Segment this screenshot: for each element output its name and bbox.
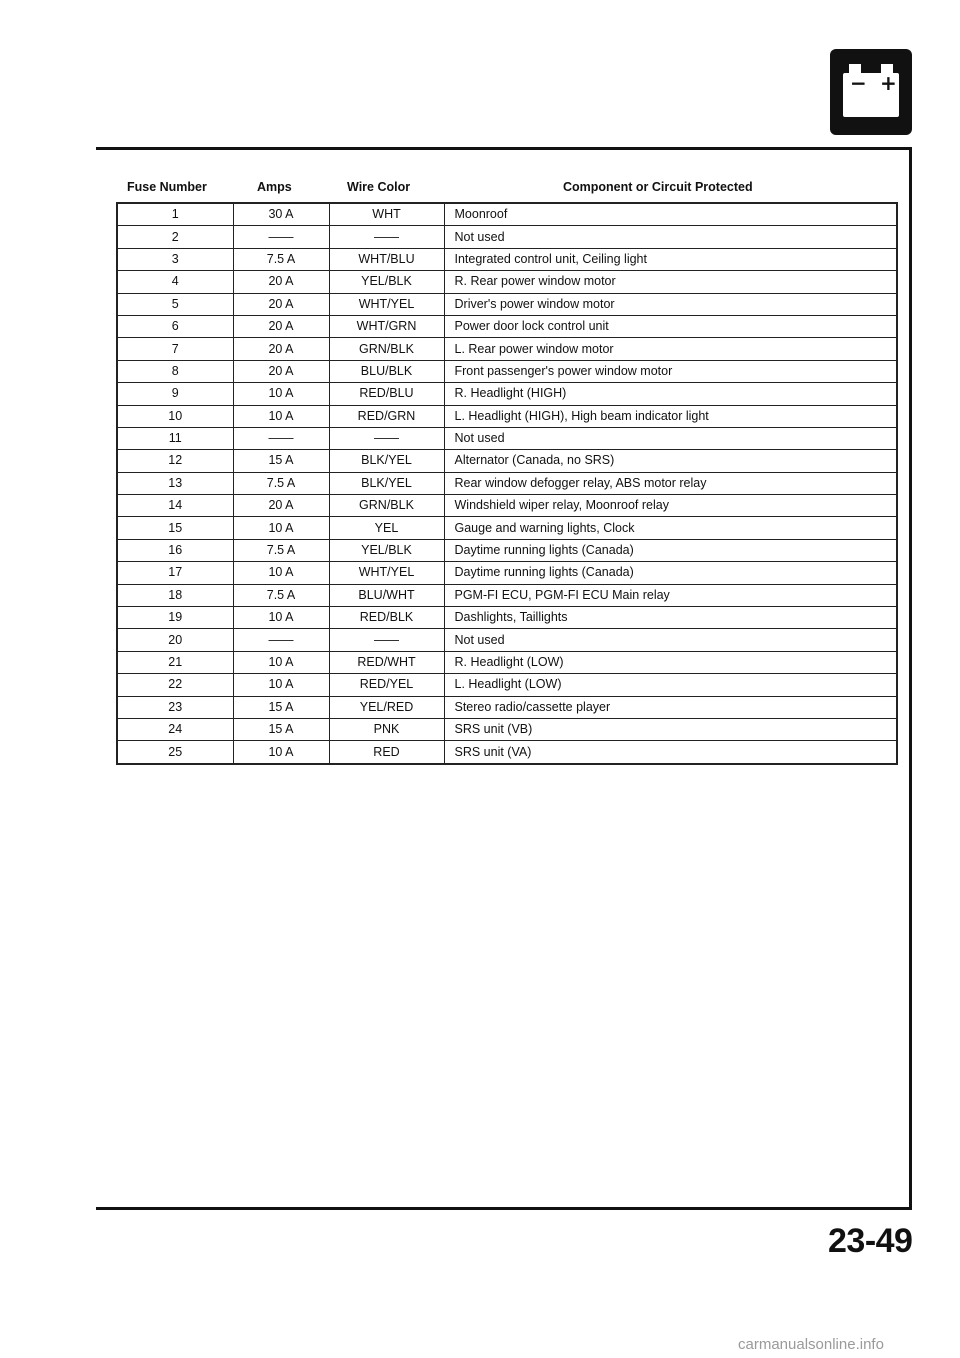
amps-cell: 7.5 A [233,584,329,606]
table-row [117,226,897,248]
table-row [117,718,897,740]
component-cell: Dashlights, Taillights [444,607,897,629]
table-row [117,517,897,539]
amps-cell: 10 A [233,517,329,539]
amps-cell: 20 A [233,271,329,293]
battery-plus-sign: + [880,71,897,95]
table-row [117,696,897,718]
header-wire-color: Wire Color [347,180,411,194]
column-headers [0,180,960,198]
amps-cell: 20 A [233,315,329,337]
header-amps: Amps [257,180,292,194]
battery-icon [830,49,912,135]
fuse-number-cell: 1 [117,203,233,226]
component-cell: Gauge and warning lights, Clock [444,517,897,539]
wire-color-cell: —— [329,226,444,248]
table-row [117,539,897,561]
wire-color-cell: PNK [329,718,444,740]
fuse-number-cell: 19 [117,607,233,629]
bottom-rule [96,1207,912,1210]
wire-color-cell: WHT/YEL [329,562,444,584]
amps-cell: 20 A [233,293,329,315]
fuse-number-cell: 13 [117,472,233,494]
fuse-number-cell: 6 [117,315,233,337]
component-cell: Stereo radio/cassette player [444,696,897,718]
component-cell: Front passenger's power window motor [444,360,897,382]
wire-color-cell: RED/BLU [329,383,444,405]
component-cell: PGM-FI ECU, PGM-FI ECU Main relay [444,584,897,606]
amps-cell: —— [233,629,329,651]
table-row [117,315,897,337]
wire-color-cell: YEL [329,517,444,539]
fuse-number-cell: 22 [117,674,233,696]
battery-minus-sign: − [850,71,867,95]
amps-cell: 20 A [233,495,329,517]
table-row [117,271,897,293]
component-cell: R. Headlight (HIGH) [444,383,897,405]
component-cell: Rear window defogger relay, ABS motor relay [444,472,897,494]
component-cell: Not used [444,226,897,248]
fuse-table-body [117,203,897,764]
fuse-number-cell: 3 [117,248,233,270]
wire-color-cell: YEL/RED [329,696,444,718]
amps-cell: 20 A [233,338,329,360]
wire-color-cell: WHT/BLU [329,248,444,270]
wire-color-cell: —— [329,629,444,651]
component-cell: SRS unit (VB) [444,718,897,740]
wire-color-cell: GRN/BLK [329,495,444,517]
table-row [117,651,897,673]
wire-color-cell: —— [329,427,444,449]
amps-cell: —— [233,226,329,248]
fuse-number-cell: 15 [117,517,233,539]
component-cell: Daytime running lights (Canada) [444,562,897,584]
right-rule [909,147,912,1210]
header-component: Component or Circuit Protected [563,180,753,194]
wire-color-cell: BLK/YEL [329,472,444,494]
component-cell: Power door lock control unit [444,315,897,337]
wire-color-cell: YEL/BLK [329,539,444,561]
fuse-number-cell: 16 [117,539,233,561]
amps-cell: 10 A [233,741,329,764]
amps-cell: 10 A [233,607,329,629]
component-cell: Driver's power window motor [444,293,897,315]
wire-color-cell: WHT/GRN [329,315,444,337]
component-cell: Integrated control unit, Ceiling light [444,248,897,270]
page-number: 23-49 [828,1222,913,1260]
fuse-number-cell: 21 [117,651,233,673]
component-cell: R. Headlight (LOW) [444,651,897,673]
amps-cell: 15 A [233,696,329,718]
component-cell: Daytime running lights (Canada) [444,539,897,561]
table-row [117,674,897,696]
table-row [117,562,897,584]
component-cell: Windshield wiper relay, Moonroof relay [444,495,897,517]
amps-cell: 7.5 A [233,248,329,270]
table-row [117,450,897,472]
table-row [117,338,897,360]
wire-color-cell: RED/YEL [329,674,444,696]
fuse-number-cell: 11 [117,427,233,449]
table-row [117,607,897,629]
wire-color-cell: RED/GRN [329,405,444,427]
table-row [117,741,897,764]
component-cell: SRS unit (VA) [444,741,897,764]
table-row [117,584,897,606]
amps-cell: —— [233,427,329,449]
header-fuse-number: Fuse Number [127,180,207,194]
wire-color-cell: BLU/BLK [329,360,444,382]
amps-cell: 15 A [233,718,329,740]
component-cell: Moonroof [444,203,897,226]
amps-cell: 10 A [233,405,329,427]
component-cell: Not used [444,629,897,651]
table-row [117,203,897,226]
fuse-table [116,202,898,765]
wire-color-cell: BLK/YEL [329,450,444,472]
component-cell: R. Rear power window motor [444,271,897,293]
top-rule [96,147,912,150]
table-row [117,472,897,494]
table-row [117,405,897,427]
fuse-number-cell: 9 [117,383,233,405]
wire-color-cell: YEL/BLK [329,271,444,293]
wire-color-cell: GRN/BLK [329,338,444,360]
amps-cell: 10 A [233,674,329,696]
table-row [117,629,897,651]
fuse-number-cell: 20 [117,629,233,651]
fuse-number-cell: 12 [117,450,233,472]
table-row [117,383,897,405]
fuse-number-cell: 14 [117,495,233,517]
amps-cell: 10 A [233,651,329,673]
table-row [117,360,897,382]
component-cell: L. Headlight (LOW) [444,674,897,696]
fuse-number-cell: 24 [117,718,233,740]
wire-color-cell: WHT/YEL [329,293,444,315]
fuse-number-cell: 4 [117,271,233,293]
component-cell: Not used [444,427,897,449]
wire-color-cell: BLU/WHT [329,584,444,606]
amps-cell: 10 A [233,562,329,584]
fuse-number-cell: 25 [117,741,233,764]
table-row [117,293,897,315]
wire-color-cell: RED/BLK [329,607,444,629]
component-cell: L. Rear power window motor [444,338,897,360]
fuse-number-cell: 10 [117,405,233,427]
wire-color-cell: WHT [329,203,444,226]
fuse-number-cell: 17 [117,562,233,584]
amps-cell: 15 A [233,450,329,472]
amps-cell: 20 A [233,360,329,382]
component-cell: L. Headlight (HIGH), High beam indicator light [444,405,897,427]
fuse-number-cell: 8 [117,360,233,382]
fuse-number-cell: 5 [117,293,233,315]
amps-cell: 10 A [233,383,329,405]
table-row [117,495,897,517]
fuse-number-cell: 18 [117,584,233,606]
amps-cell: 7.5 A [233,539,329,561]
wire-color-cell: RED [329,741,444,764]
watermark: carmanualsonline.info [738,1336,884,1353]
fuse-number-cell: 7 [117,338,233,360]
table-row [117,248,897,270]
amps-cell: 30 A [233,203,329,226]
component-cell: Alternator (Canada, no SRS) [444,450,897,472]
wire-color-cell: RED/WHT [329,651,444,673]
table-row [117,427,897,449]
amps-cell: 7.5 A [233,472,329,494]
fuse-number-cell: 2 [117,226,233,248]
fuse-number-cell: 23 [117,696,233,718]
